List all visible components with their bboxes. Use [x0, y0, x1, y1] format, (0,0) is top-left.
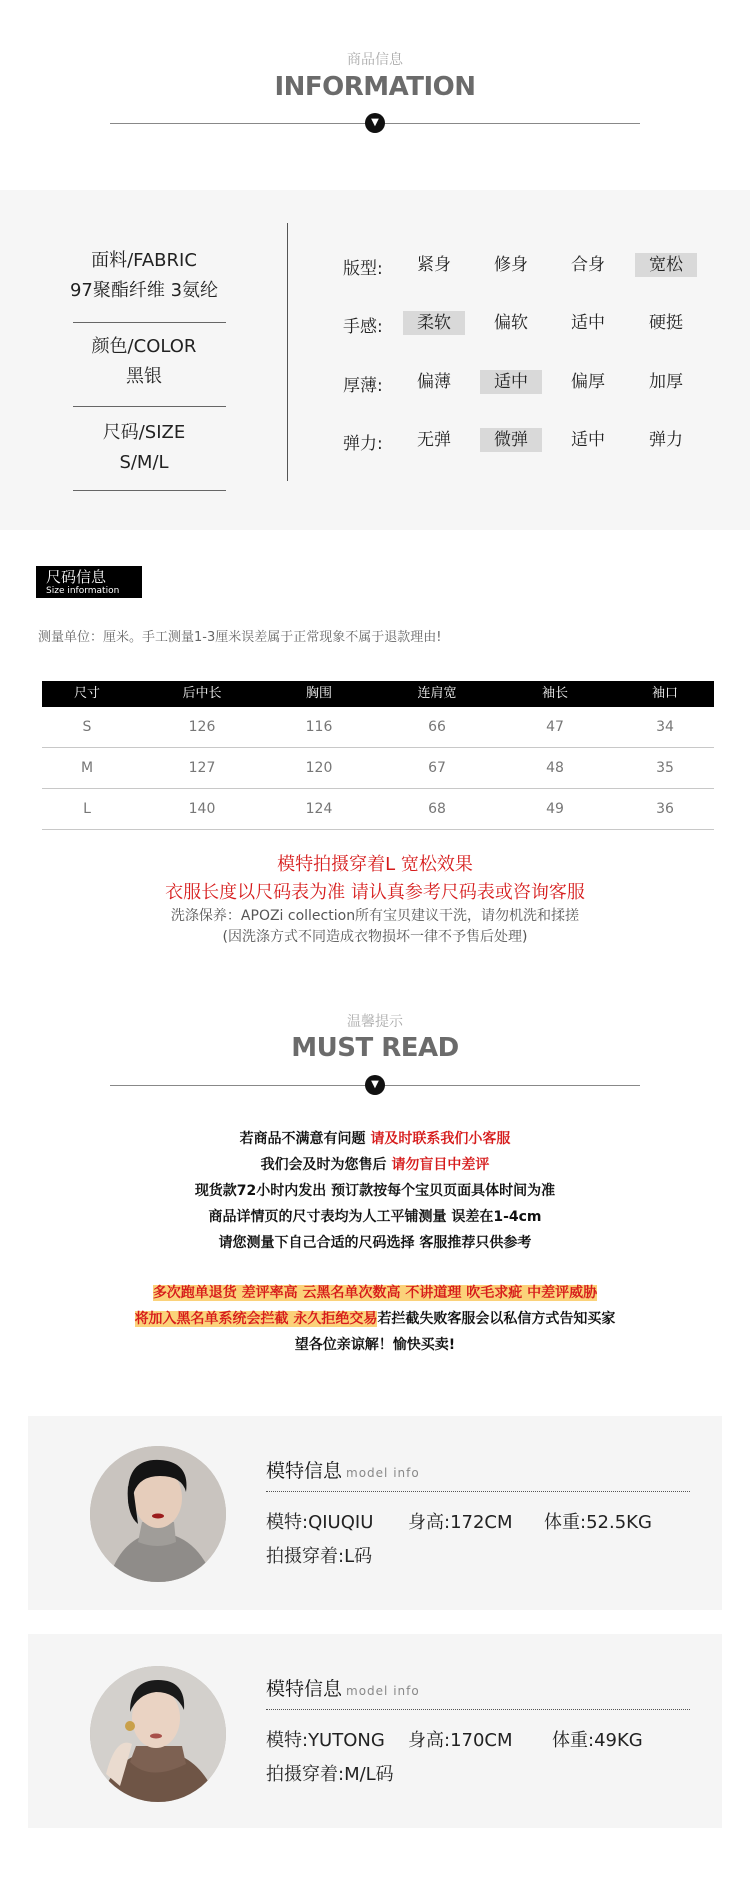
model-divider [266, 1709, 690, 1710]
table-header-cell: 连肩宽 [417, 686, 457, 701]
size-tag-cn: 尺码信息 [46, 568, 107, 586]
notice-text: 我们会及时为您售后 [260, 1157, 392, 1173]
table-cell: 68 [428, 801, 446, 817]
must-read-subtitle: 温馨提示 [347, 1014, 403, 1030]
model-name: 模特:QIUQIU [266, 1512, 374, 1533]
table-cell: S [82, 719, 92, 735]
model-avatar [90, 1666, 226, 1802]
model-subtitle: model info [346, 1684, 420, 1698]
model-title: 模特信息 [266, 1678, 343, 1700]
model-divider [266, 1491, 690, 1492]
model-photo [90, 1446, 226, 1582]
model-photo [90, 1666, 226, 1802]
prop-label: 弹力: [343, 434, 383, 454]
info-subtitle: 商品信息 [347, 52, 403, 68]
color-label: 颜色/COLOR [91, 336, 197, 357]
prop-label: 厚薄: [343, 376, 383, 396]
table-cell: 49 [546, 801, 564, 817]
table-cell: 127 [188, 760, 216, 776]
prop-option: 适中 [571, 313, 605, 333]
color-value: 黑银 [126, 366, 162, 387]
prop-option-selected: 柔软 [403, 311, 465, 335]
table-cell: 48 [546, 760, 564, 776]
notice-red-text: 请及时联系我们小客服 [370, 1131, 511, 1147]
model-size: 拍摄穿着:M/L码 [266, 1764, 394, 1785]
table-header-cell: 袖长 [541, 686, 568, 701]
prop-label: 手感: [343, 317, 383, 337]
size-info-tag [36, 566, 142, 598]
prop-option: 偏软 [494, 313, 528, 333]
prop-option: 偏薄 [417, 372, 451, 392]
prop-option: 紧身 [417, 255, 451, 275]
model-subtitle: model info [346, 1466, 420, 1480]
table-cell: 67 [428, 760, 446, 776]
table-cell: 120 [305, 760, 333, 776]
model-weight: 体重:52.5KG [544, 1512, 652, 1533]
table-row [42, 707, 714, 748]
table-cell: 47 [546, 719, 564, 735]
model-size: 拍摄穿着:L码 [266, 1546, 373, 1567]
warning-line [0, 1280, 750, 1306]
vertical-divider [287, 223, 288, 481]
prop-option: 适中 [571, 430, 605, 450]
notice-red-text: 请勿盲目中差评 [391, 1157, 490, 1173]
model-title-row [266, 1456, 420, 1483]
material-label: 面料/FABRIC [91, 250, 197, 271]
prop-option: 无弹 [417, 430, 451, 450]
table-cell: M [80, 760, 94, 776]
attr-divider [73, 490, 226, 491]
properties-grid [340, 254, 720, 494]
chevron-down-icon: ▼ [365, 1075, 385, 1095]
model-weight: 体重:49KG [552, 1730, 643, 1751]
table-cell: 124 [305, 801, 333, 817]
model-height: 身高:170CM [408, 1730, 513, 1751]
model-title: 模特信息 [266, 1460, 343, 1482]
warning-highlight: 多次跑单退货 差评率高 云黑名单次数高 不讲道理 吹毛求疵 中差评威胁 [152, 1285, 598, 1301]
model-card [28, 1634, 722, 1828]
wash-disclaimer: (因洗涤方式不同造成衣物损坏一律不予售后处理) [222, 929, 528, 945]
size-tag-en: Size information [46, 586, 120, 596]
notice-line: 现货款72小时内发出 预订款按每个宝贝页面具体时间为准 [194, 1183, 556, 1199]
prop-option: 合身 [571, 255, 605, 275]
table-header [42, 681, 714, 707]
warning-line: 望各位亲谅解！愉快买卖! [294, 1337, 456, 1353]
model-title-row [266, 1674, 420, 1701]
must-read-title: MUST READ [291, 1033, 459, 1063]
prop-option: 弹力 [649, 430, 683, 450]
size-label: 尺码/SIZE [102, 422, 186, 443]
model-avatar [90, 1446, 226, 1582]
notice-line: 请您测量下自己合适的尺码选择 客服推荐只供参考 [218, 1235, 532, 1251]
table-header-cell: 袖口 [651, 686, 678, 701]
prop-option: 硬挺 [649, 313, 683, 333]
attr-divider [73, 322, 226, 323]
material-value: 97聚酯纤维 3氨纶 [69, 280, 219, 301]
table-row [42, 748, 714, 789]
table-cell: 126 [188, 719, 216, 735]
model-name: 模特:YUTONG [266, 1730, 385, 1751]
table-cell: L [83, 801, 91, 817]
table-cell: 36 [656, 801, 674, 817]
prop-option-selected: 宽松 [635, 253, 697, 277]
prop-label: 版型: [343, 259, 383, 279]
length-note: 衣服长度以尺码表为准 请认真参考尺码表或咨询客服 [165, 882, 585, 903]
model-fit-note: 模特拍摄穿着L 宽松效果 [277, 854, 473, 875]
warning-text: 若拦截失败客服会以私信方式告知买家 [377, 1311, 616, 1327]
prop-option: 偏厚 [571, 372, 605, 392]
table-header-cell: 尺寸 [73, 686, 100, 701]
table-cell: 140 [188, 801, 216, 817]
table-cell: 34 [656, 719, 674, 735]
model-card [28, 1416, 722, 1610]
prop-option-selected: 适中 [480, 370, 542, 394]
prop-option: 加厚 [649, 372, 683, 392]
info-title: INFORMATION [274, 72, 476, 102]
fabric-section [0, 190, 750, 530]
attr-divider [73, 406, 226, 407]
model-height: 身高:172CM [408, 1512, 513, 1533]
table-header-cell: 后中长 [182, 686, 222, 701]
table-cell: 116 [305, 719, 333, 735]
prop-option: 修身 [494, 255, 528, 275]
wash-note: 洗涤保养：APOZi collection所有宝贝建议干洗，请勿机洗和揉搓 [170, 908, 580, 924]
warning-line [0, 1306, 750, 1332]
table-header-cell: 胸围 [305, 686, 332, 701]
table-cell: 35 [656, 760, 674, 776]
notice-line [0, 1152, 750, 1178]
notice-line [0, 1126, 750, 1152]
measure-note: 测量单位：厘米。手工测量1-3厘米误差属于正常现象不属于退款理由! [38, 630, 442, 645]
size-value: S/M/L [119, 452, 169, 473]
table-row [42, 789, 714, 830]
notice-text: 若商品不满意有问题 [239, 1131, 371, 1147]
notice-line: 商品详情页的尺寸表均为人工平铺测量 误差在1-4cm [208, 1209, 542, 1225]
warning-highlight: 将加入黑名单系统会拦截 永久拒绝交易 [134, 1311, 378, 1327]
prop-option-selected: 微弹 [480, 428, 542, 452]
chevron-down-icon: ▼ [365, 113, 385, 133]
table-cell: 66 [428, 719, 446, 735]
